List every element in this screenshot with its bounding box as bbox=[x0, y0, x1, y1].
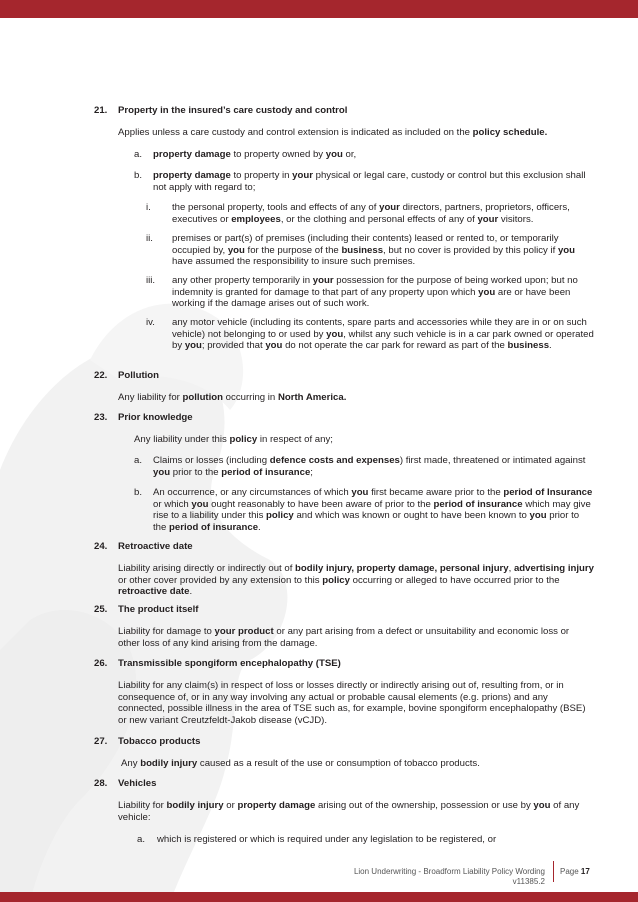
list-item: Claims or losses (including defence costs and expenses) first made, threatened or intimated against you prior to the period of insurance; bbox=[153, 455, 586, 478]
footer-document-title: Lion Underwriting - Broadform Liability Policy Wording v11385.2 bbox=[353, 867, 545, 886]
section-title: Vehicles bbox=[118, 778, 157, 789]
section-number: 27. bbox=[94, 736, 108, 747]
list-item: the personal property, tools and effects of any of your directors, partners, proprietors, officers, executives or employees, or the clothing and personal effects of any of your visitors. bbox=[172, 202, 570, 225]
section-number: 26. bbox=[94, 658, 108, 669]
footer-bar bbox=[0, 892, 638, 902]
list-marker: a. bbox=[134, 455, 143, 466]
section-title: Tobacco products bbox=[118, 736, 201, 747]
list-item: property damage to property owned by you or, bbox=[153, 149, 357, 160]
paragraph: Liability for any claim(s) in respect of loss or losses directly or indirectly arising out of, resulting from, or in consequence of, or in any way involving any actual or probable causal elements (e.g. prions) and any connected, possible illness in the area of TSE such as, for example, bovine spongiform encephalopathy (BSE) or new variant Creutzfeldt-Jakob disease (vCJD). bbox=[118, 680, 586, 727]
paragraph: Liability for damage to your product or any part arising from a defect or unsuitability and economic loss or other loss of any kind arising from the damage. bbox=[118, 626, 570, 649]
section-number: 24. bbox=[94, 541, 108, 552]
list-marker: ii. bbox=[146, 233, 153, 244]
list-item: which is registered or which is required under any legislation to be registered, or bbox=[157, 834, 497, 845]
paragraph: Any bodily injury caused as a result of the use or consumption of tobacco products. bbox=[121, 758, 480, 769]
list-marker: iv. bbox=[146, 317, 155, 328]
list-marker: b. bbox=[134, 170, 143, 181]
section-number: 22. bbox=[94, 370, 108, 381]
list-marker: a. bbox=[137, 834, 146, 845]
list-marker: i. bbox=[146, 202, 151, 213]
paragraph: Any liability under this policy in respect of any; bbox=[134, 434, 333, 445]
list-item: any motor vehicle (including its contents, spare parts and accessories while they are in or on such vehicle) not belonging to or used by you, whilst any such vehicle is in a car park owned or operated by you; provided that you do not operate the car park for reward as part of the business. bbox=[172, 317, 594, 352]
section-number: 28. bbox=[94, 778, 108, 789]
section-number: 21. bbox=[94, 105, 108, 116]
section-title: Prior knowledge bbox=[118, 412, 193, 423]
section-title: Transmissible spongiform encephalopathy (TSE) bbox=[118, 658, 341, 669]
list-item: premises or part(s) of premises (including their contents) leased or rented to, or temporarily occupied by, you for the purpose of the business, but no cover is provided by this policy if you have assumed the responsibility to insure such premises. bbox=[172, 233, 575, 268]
paragraph: Applies unless a care custody and control extension is indicated as included on the policy schedule. bbox=[118, 127, 548, 138]
list-marker: b. bbox=[134, 487, 143, 498]
page-number: Page 17 bbox=[560, 867, 590, 876]
section-title: Property in the insured’s care custody and control bbox=[118, 105, 348, 116]
section-title: The product itself bbox=[118, 604, 199, 615]
section-number: 23. bbox=[94, 412, 108, 423]
list-marker: iii. bbox=[146, 275, 156, 286]
list-item: property damage to property in your physical or legal care, custody or control but this exclusion shall not apply with regard to; bbox=[153, 170, 586, 193]
paragraph: Any liability for pollution occurring in North America. bbox=[118, 392, 347, 403]
paragraph: Liability for bodily injury or property damage arising out of the ownership, possession or use by you of any vehicle: bbox=[118, 800, 580, 823]
list-item: any other property temporarily in your possession for the purpose of being worked upon; but no indemnity is granted for damage to that part of any property upon which you are or have been working if the damage arises out of such work. bbox=[172, 275, 578, 310]
list-marker: a. bbox=[134, 149, 143, 160]
paragraph: Liability arising directly or indirectly out of bodily injury, property damage, personal injury, advertising injury or other cover provided by any extension to this policy occurring or alleged to have occurred prior to the retroactive date. bbox=[118, 563, 594, 598]
list-item: An occurrence, or any circumstances of which you first became aware prior to the period of Insurance or which you ought reasonably to have been aware of prior to the period of insurance which may give rise to a liability under this policy and which was known or ought to have been known to you prior to the period of insurance. bbox=[153, 487, 593, 534]
footer-divider bbox=[553, 861, 554, 882]
section-number: 25. bbox=[94, 604, 108, 615]
section-title: Retroactive date bbox=[118, 541, 193, 552]
section-title: Pollution bbox=[118, 370, 160, 381]
